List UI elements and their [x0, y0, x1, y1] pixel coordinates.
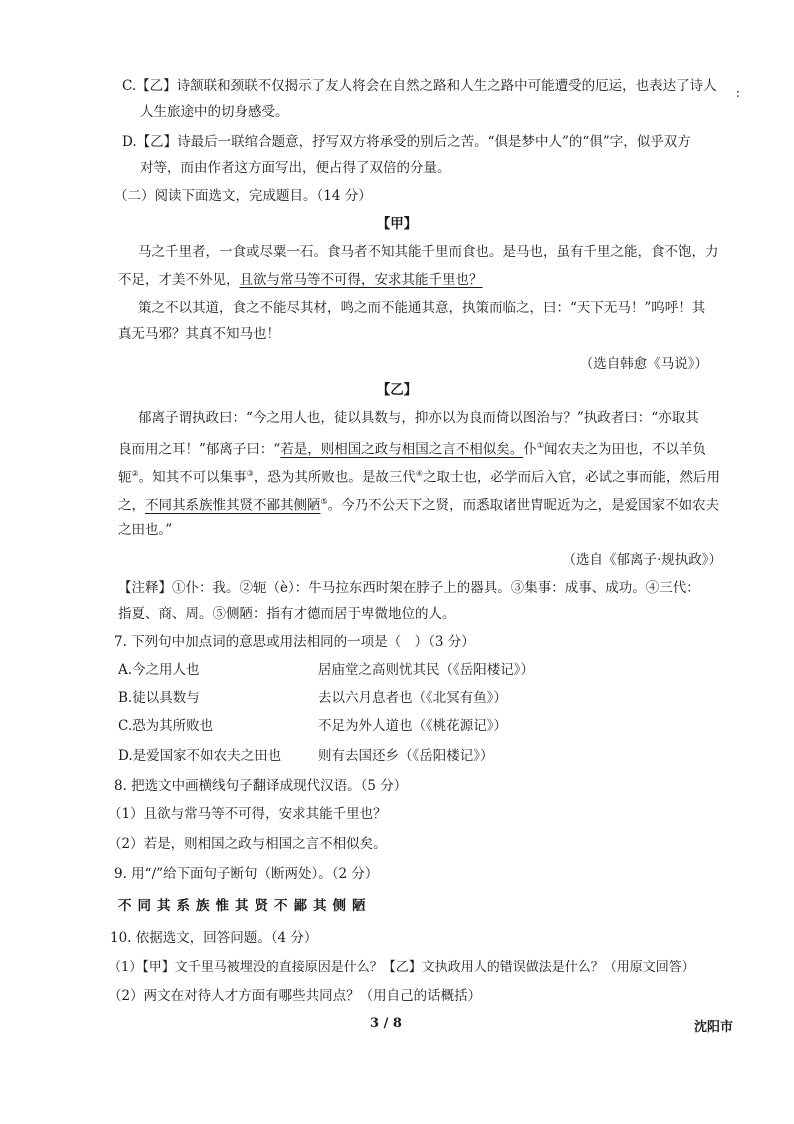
option-d-line1: D.【乙】诗最后一联绾合题意，抒写双方将承受的别后之苦。“俱是梦中人”的“俱”字，似乎双方 — [122, 134, 691, 150]
jia-p1-line1: 马之千里者，一食或尽粟一石。食马者不知其能千里而食也。是马也，虽有千里之能，食不饱，力 — [138, 244, 719, 260]
q8-stem: 8. 把选文中画横线句子翻译成现代汉语。（5 分） — [114, 778, 408, 794]
q7-option-a-right: 居庙堂之高则忧其民（《岳阳楼记》） — [318, 662, 534, 678]
q8-sentence-2: （2）若是，则相国之政与相国之言不相似矣。 — [108, 836, 387, 852]
passage-jia-label: 【甲】 — [376, 216, 418, 232]
q7-option-c-right: 不足为外人道也（《桃花源记》） — [318, 718, 507, 734]
page-number: 3 / 8 — [370, 1016, 402, 1031]
q10-sentence-2: （2）两文在对待人才方面有哪些共同点？（用自己的话概括） — [108, 988, 482, 1004]
q10-stem: 10. 依据选文，回答问题。（4 分） — [110, 930, 318, 946]
passage-yi-label: 【乙】 — [376, 382, 418, 398]
edge-mark: : — [735, 86, 740, 101]
notes-line1: 【注释】①仆：我。②轭（è）：牛马拉东西时架在脖子上的器具。③集事：成事、成功。④三代： — [118, 580, 700, 596]
section-heading: （二）阅读下面选文，完成题目。（14 分） — [114, 188, 372, 204]
jia-underlined-sentence: 且欲与常马等不可得，安求其能千里也？ — [239, 272, 483, 288]
q7-stem: 7. 下列句中加点词的意思或用法相同的一项是（ ）（3 分） — [114, 634, 475, 650]
city-label: 沈阳市 — [694, 1020, 734, 1035]
q7-option-d-left: D.是爱国家不如农夫之田也 — [118, 748, 282, 764]
yi-line3: 轭②。知其不可以集事③，恐为其所败也。是故三代④之取士也，必学而后入官，必试之事而能，然后用 — [118, 469, 721, 486]
q7-option-c-left: C.恐为其所败也 — [118, 718, 214, 734]
q7-option-b-right: 去以六月息者也（《北冥有鱼》） — [318, 690, 507, 706]
q7-option-b-left: B.徒以具数与 — [118, 690, 200, 706]
jia-source: （选自韩愈《马说》） — [579, 356, 708, 372]
q7-option-a-left: A.今之用人也 — [118, 662, 200, 678]
option-c-line2: 人生旅途中的切身感受。 — [140, 104, 289, 120]
yi-line4: 之，不同其系族惟其贤不鄙其侧陋⑤。今乃不公天下之贤，而悉取诸世胄昵近为之，是爱国家不如农夫 — [118, 497, 720, 514]
q7-option-d-right: 则有去国还乡（《岳阳楼记》） — [318, 748, 494, 764]
jia-p2-line2: 真无马邪？其真不知马也！ — [118, 326, 280, 342]
option-d-line2: 对等，而由作者这方面写出，便占得了双倍的分量。 — [140, 160, 451, 176]
q9-stem: 9. 用“/”给下面句子断句（断两处）。（2 分） — [114, 866, 379, 882]
q9-sentence: 不同其系族惟其贤不鄙其侧陋 — [118, 898, 372, 914]
yi-line1: 郁离子谓执政曰：“今之用人也，徒以具数与，抑亦以为良而倚以图治与？”执政者曰：“亦取其 — [138, 410, 699, 426]
yi-line5: 之田也。” — [118, 522, 173, 538]
yi-underlined-sentence: 若是，则相国之政与相国之言不相似矣。 — [280, 441, 524, 458]
yi-underlined-phrase: 不同其系族惟其贤不鄙其侧陋 — [145, 497, 321, 514]
q10-sentence-1: （1）【甲】文千里马被埋没的直接原因是什么？【乙】文执政用人的错误做法是什么？（用原文回答） — [108, 960, 695, 975]
q8-sentence-1: （1）且欲与常马等不可得，安求其能千里也？ — [108, 806, 387, 822]
notes-line2: 指夏、商、周。⑤侧陋：指有才德而居于卑微地位的人。 — [118, 606, 456, 622]
option-c-line1: C.【乙】诗颔联和颈联不仅揭示了友人将会在自然之路和人生之路中可能遭受的厄运，也表达了诗人 — [122, 78, 717, 94]
yi-source: （选自《郁离子·规执政》） — [562, 552, 722, 568]
yi-line2: 良而用之耳！”郁离子曰：“若是，则相国之政与相国之言不相似矣。仆①闻农夫之为田也，不以羊负 — [118, 441, 706, 458]
jia-p2-line1: 策之不以其道，食之不能尽其材，鸣之而不能通其意，执策而临之，曰：“天下无马！”呜呼！其 — [138, 300, 706, 316]
jia-p1-line2: 不足，才美不外见，且欲与常马等不可得，安求其能千里也？ — [118, 272, 483, 288]
